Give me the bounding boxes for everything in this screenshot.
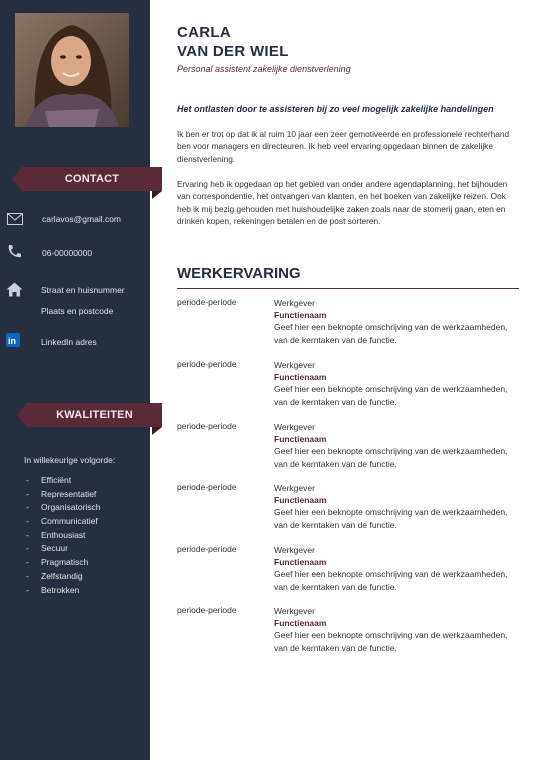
list-item: - Zelfstandig	[26, 570, 83, 581]
banner-notch	[17, 403, 27, 427]
banner-fold	[152, 191, 162, 199]
job-description: Geef hier een beknopte omschrijving van de werkzaamheden, van de kerntaken van de functie.	[274, 322, 508, 345]
sidebar	[0, 0, 150, 760]
job-function: Functienaam	[274, 557, 327, 568]
job-period: periode-periode	[177, 297, 237, 307]
job-subtitle: Personal assistent zakelijke dienstverlening	[177, 64, 351, 74]
job-period: periode-periode	[177, 605, 237, 615]
list-item: - Representatief	[26, 488, 97, 499]
qualities-intro: In willekeurige volgorde:	[24, 455, 116, 465]
mail-icon	[7, 212, 23, 230]
linkedin-icon[interactable]	[6, 333, 20, 352]
tagline: Het ontlasten door te assisteren bij zo veel mogelijk zakelijke handelingen	[177, 104, 494, 114]
contact-heading: CONTACT	[22, 167, 162, 191]
job-description: Geef hier een beknopte omschrijving van de werkzaamheden, van de kerntaken van de functie.	[274, 507, 508, 530]
job-employer: Werkgever	[274, 483, 315, 493]
job-function: Functienaam	[274, 310, 327, 321]
job-employer: Werkgever	[274, 298, 315, 308]
job-employer: Werkgever	[274, 360, 315, 370]
intro-paragraph: Ik ben er trot op dat ik al ruim 10 jaar een zeer gemotiveerde en professionele rechterhand ben voor managers en directeuren. Ik heb veel ervaring opgedaan binnen de zakelijke dienstverlening.	[177, 129, 510, 164]
job-function: Functienaam	[274, 434, 327, 445]
banner-fold	[152, 427, 162, 435]
list-item: - Enthousiast	[26, 529, 86, 540]
work-heading: WERKERVARING	[177, 265, 301, 282]
email-text[interactable]: carlavos@gmail.com	[42, 214, 122, 224]
job-function: Functienaam	[274, 618, 327, 629]
list-item: - Pragmatisch	[26, 557, 89, 568]
job-period: periode-periode	[177, 544, 237, 554]
job-description: Geef hier een beknopte omschrijving van de werkzaamheden, van de kerntaken van de functie.	[274, 446, 508, 469]
first-name: CARLA	[177, 24, 231, 41]
job-employer: Werkgever	[274, 606, 315, 616]
section-divider	[177, 288, 519, 289]
profile-photo	[15, 13, 129, 127]
street-text: Straat en huisnummer	[41, 285, 125, 295]
job-function: Functienaam	[274, 372, 327, 383]
job-period: periode-periode	[177, 359, 237, 369]
last-name: VAN DER WIEL	[177, 43, 289, 60]
job-period: periode-periode	[177, 482, 237, 492]
city-text: Plaats en postcode	[41, 306, 114, 316]
qualities-list	[26, 474, 101, 597]
list-item: - Betrokken	[26, 584, 80, 595]
job-employer: Werkgever	[274, 422, 315, 432]
job-employer: Werkgever	[274, 545, 315, 555]
home-icon	[6, 282, 23, 302]
list-item: - Secuur	[26, 543, 68, 554]
list-item: - Organisatorisch	[26, 502, 101, 513]
phone-text: 06-00000000	[42, 248, 93, 258]
banner-notch	[12, 167, 22, 191]
job-description: Geef hier een beknopte omschrijving van de werkzaamheden, van de kerntaken van de functie.	[274, 384, 508, 407]
job-period: periode-periode	[177, 421, 237, 431]
svg-text:in: in	[8, 336, 16, 346]
qualities-heading: KWALITEITEN	[27, 403, 162, 427]
job-function: Functienaam	[274, 495, 327, 506]
job-description: Geef hier een beknopte omschrijving van de werkzaamheden, van de kerntaken van de functie.	[274, 569, 508, 592]
list-item: - Efficiënt	[26, 475, 72, 485]
list-item: - Communicatief	[26, 516, 98, 527]
phone-icon	[7, 244, 21, 264]
linkedin-text[interactable]: LinkedIn adres	[41, 337, 97, 347]
experience-paragraph: Ervaring heb ik opgedaan op het gebied van onder andere agendaplanning, het bijhouden van correspondentie, het ontvangen van klanten, en het boeken van zakelijke reizen. Ook heb ik mij bezig gehouden met huishoudelijke zaken zoals naar de stomerij gaan, eten en drinken kopen, rekeningen betalen en de post sorteren.	[177, 179, 508, 226]
job-description: Geef hier een beknopte omschrijving van de werkzaamheden, van de kerntaken van de functie.	[274, 630, 508, 653]
